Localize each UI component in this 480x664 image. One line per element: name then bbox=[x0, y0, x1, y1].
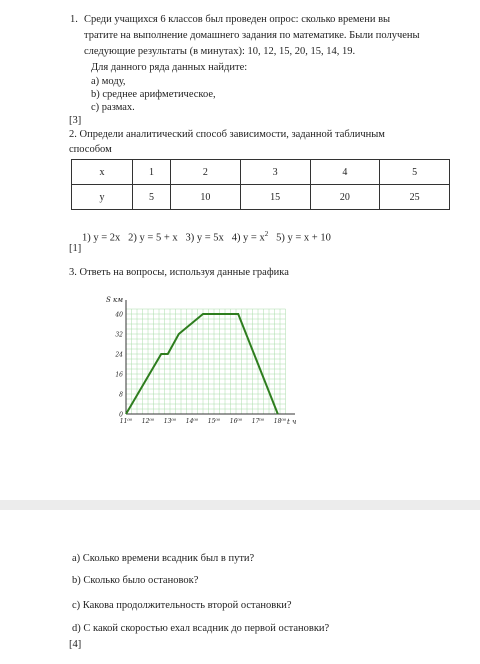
table-cell: 20 bbox=[310, 185, 380, 210]
y-tick-label: 0 bbox=[119, 411, 123, 419]
option-4-exponent: 2 bbox=[264, 230, 269, 238]
x-tick-label: 11⁰⁰ bbox=[119, 418, 133, 425]
table-cell: 10 bbox=[171, 185, 241, 210]
y-tick-label: 24 bbox=[115, 351, 123, 359]
option-1: 1) y = 2x bbox=[82, 232, 121, 244]
table-cell: 4 bbox=[310, 160, 380, 185]
question-c: c) Какова продолжительность второй остановки? bbox=[72, 600, 292, 611]
y-tick-label: 8 bbox=[119, 391, 123, 399]
task1-item-b: b) среднее арифметическое, bbox=[91, 89, 216, 100]
option-3: 3) y = 5x bbox=[185, 232, 224, 244]
table-cell: 1 bbox=[133, 160, 171, 185]
chart-axes bbox=[126, 300, 295, 414]
x-tick-label: 17⁰⁰ bbox=[251, 418, 265, 425]
task1-number: 1. bbox=[70, 14, 78, 25]
task1-line-2: тратите на выполнение домашнего задания по математике. Были получены bbox=[84, 30, 420, 41]
x-tick-label: 12⁰⁰ bbox=[141, 418, 155, 425]
table-cell: 25 bbox=[380, 185, 450, 210]
task1-item-c: с) размах. bbox=[91, 102, 135, 113]
task1-line-3: следующие результаты (в минутах): 10, 12, 15, 20, 15, 14, 19. bbox=[84, 46, 356, 57]
task1-item-a: а) моду, bbox=[91, 76, 126, 87]
question-b: b) Сколько было остановок? bbox=[72, 575, 199, 586]
task2-line-2: способом bbox=[69, 144, 112, 155]
question-d: d) С какой скоростью ехал всадник до первой остановки? bbox=[72, 623, 330, 634]
task2-score: [1] bbox=[69, 243, 82, 254]
x-tick-label: 18⁰⁰ bbox=[273, 418, 287, 425]
x-tick-label: 13⁰⁰ bbox=[163, 418, 177, 425]
task1-score: [3] bbox=[69, 115, 82, 126]
question-a: a) Сколько времени всадник был в пути? bbox=[72, 553, 255, 564]
table-cell: 15 bbox=[240, 185, 310, 210]
table-row-y bbox=[72, 185, 450, 210]
y-axis-label: S км bbox=[106, 296, 124, 304]
task2-options bbox=[82, 228, 331, 245]
table-cell: 5 bbox=[133, 185, 171, 210]
option-2: 2) y = 5 + x bbox=[128, 232, 178, 244]
table-cell: 2 bbox=[171, 160, 241, 185]
option-4: 4) y = x bbox=[231, 232, 265, 244]
table-row-x bbox=[72, 160, 450, 185]
worksheet-page-2 bbox=[0, 510, 480, 664]
table-cell: 5 bbox=[380, 160, 450, 185]
chart-grid bbox=[126, 309, 286, 414]
table-cell: 3 bbox=[240, 160, 310, 185]
y-tick-label: 16 bbox=[115, 371, 123, 379]
task2-line-1: 2. Определи аналитический способ зависимости, заданной табличным bbox=[69, 129, 385, 140]
y-tick-label: 32 bbox=[115, 331, 123, 339]
x-tick-label: 14⁰⁰ bbox=[185, 418, 199, 425]
x-tick-label: 15⁰⁰ bbox=[207, 418, 221, 425]
table-cell-y-label: y bbox=[72, 185, 133, 210]
task1-find: Для данного ряда данных найдите: bbox=[91, 62, 248, 73]
x-axis-label: t ч bbox=[287, 418, 297, 426]
chart-ticks bbox=[114, 312, 286, 426]
table-cell-x-label: x bbox=[72, 160, 133, 185]
task3-title: 3. Ответь на вопросы, используя данные графика bbox=[69, 267, 289, 278]
page-separator bbox=[0, 500, 480, 510]
option-5: 5) y = x + 10 bbox=[276, 232, 331, 244]
task3-score: [4] bbox=[69, 639, 82, 650]
distance-time-chart bbox=[106, 292, 306, 432]
task1-line-1: Среди учащихся 6 классов был проведен опрос: сколько времени вы bbox=[84, 14, 391, 25]
y-tick-label: 40 bbox=[115, 311, 123, 319]
x-tick-label: 16⁰⁰ bbox=[229, 418, 243, 425]
values-table bbox=[71, 159, 450, 210]
